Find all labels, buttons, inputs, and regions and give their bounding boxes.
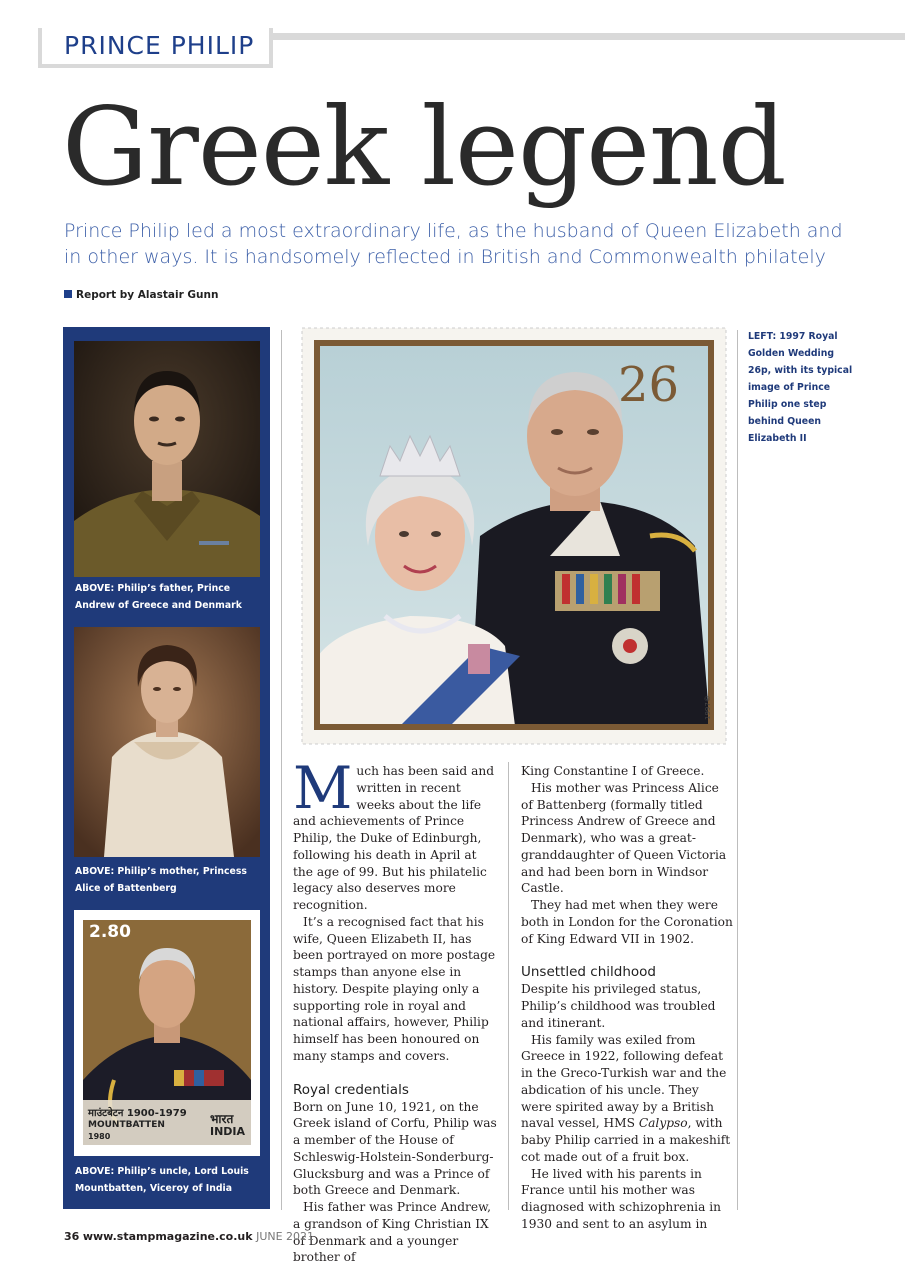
paragraph: It’s a recognised fact that his wife, Queen Elizabeth II, has been portrayed on more postage stamps than anyone else in history. Despite playing only a supporting role in royal and national affairs, however, Philip himself has been honoured on many stamps and covers. xyxy=(293,914,496,1063)
paragraph: Born on June 10, 1921, on the Greek island of Corfu, Philip was a member of the House of Schleswig-Holstein-Sonderburg-Glucksburg and was a Prince of both Greece and Denmark. xyxy=(293,1099,497,1198)
paragraph: King Constantine I of Greece. xyxy=(521,764,705,778)
paragraph: His mother was Princess Alice of Battenberg (formally titled Princess Andrew of Greece and Denmark), who was a great-granddaughter of Queen Victoria and had been born in Windsor Castle. xyxy=(521,780,727,896)
caption-mountbatten: ABOVE: Philip’s uncle, Lord Louis Mountbatten, Viceroy of India xyxy=(75,1166,249,1194)
paragraph: Despite his privileged status, Philip’s childhood was troubled and itinerant. xyxy=(521,982,716,1030)
page-number: 36 xyxy=(64,1230,80,1243)
footer-date: JUNE 2021 xyxy=(256,1230,315,1243)
byline-square-icon xyxy=(64,290,72,298)
photo-princess-alice xyxy=(74,627,260,857)
india-stamp-name: MOUNTBATTEN xyxy=(88,1120,165,1130)
photo-prince-andrew xyxy=(74,341,260,577)
text-span: His family was exiled from Greece in 1922, following defeat in the Greco-Turkish war and the abdication of his uncle. They were spirited away by a British naval vessel, HMS xyxy=(521,1032,727,1131)
standfirst: Prince Philip led a most extraordinary life, as the husband of Queen Elizabeth and in other ways. It is handsomely reflected in British and Commonwealth philately xyxy=(64,220,843,268)
stamp-caption: LEFT: 1997 Royal Golden Wedding 26p, with its typical image of Prince Philip one step behind Queen Elizabeth II xyxy=(748,331,853,444)
byline xyxy=(64,289,218,301)
india-stamp-hindi: माउंटबेटन 1900-1979 xyxy=(88,1108,187,1119)
article-column-2 xyxy=(521,763,733,1233)
column-rule xyxy=(737,330,738,1210)
paragraph: uch has been said and written in recent weeks about the life and achievements of Prince Philip, the Duke of Edinburgh, following his death in April at the age of 99. But his philatelic legacy also deserves more recognition. xyxy=(293,764,494,912)
india-stamp-value: 2.80 xyxy=(89,922,131,942)
section-label: PRINCE PHILIP xyxy=(64,31,255,60)
column-rule xyxy=(281,330,282,1210)
paragraph xyxy=(521,1032,733,1166)
byline-text: Report by Alastair Gunn xyxy=(76,289,219,301)
article-column-1 xyxy=(293,754,498,1266)
india-stamp-country: INDIA xyxy=(210,1125,246,1138)
dropcap: M xyxy=(293,754,353,822)
page-footer xyxy=(64,1230,314,1243)
paragraph: His father was Prince Andrew, a grandson of King Christian IX of Denmark and a younger brother of xyxy=(293,1200,491,1265)
caption-princess-alice: ABOVE: Philip’s mother, Princess Alice of Battenberg xyxy=(75,866,247,894)
paragraph: They had met when they were both in London for the Coronation of King Edward VII in 1902. xyxy=(521,898,733,946)
india-stamp-year: 1980 xyxy=(88,1132,111,1141)
footer-url: www.stampmagazine.co.uk xyxy=(82,1230,253,1243)
ship-name: Calypso xyxy=(638,1116,688,1131)
stamp-denomination: 26 xyxy=(618,357,680,413)
text-span: , with baby Philip carried in a makeshift cot made out of a fruit box. xyxy=(521,1116,731,1164)
page-title: Greek legend xyxy=(62,85,786,210)
stamp-year: 1997© xyxy=(704,695,712,720)
india-stamp-country-hindi: भारत xyxy=(210,1112,234,1126)
column-rule xyxy=(508,762,509,1210)
caption-prince-andrew: ABOVE: Philip’s father, Prince Andrew of Greece and Denmark xyxy=(75,583,242,611)
subheading-royal-credentials: Royal credentials xyxy=(293,1081,409,1098)
paragraph: He lived with his parents in France until his mother was diagnosed with schizophrenia in 1930 and sent to an asylum in xyxy=(521,1166,721,1231)
subheading-unsettled-childhood: Unsettled childhood xyxy=(521,964,656,981)
